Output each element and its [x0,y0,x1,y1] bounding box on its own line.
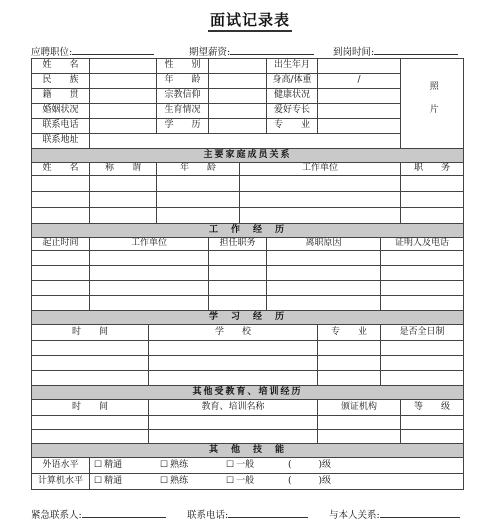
table-cell[interactable] [32,208,90,224]
work-col-position: 担任职务 [209,238,267,251]
table-cell[interactable] [32,430,149,444]
family-col-age: 年 龄 [157,163,240,176]
table-cell[interactable] [318,341,381,356]
value-marriage[interactable] [90,104,157,119]
table-cell[interactable] [401,430,464,444]
table-cell[interactable] [240,176,401,192]
value-gender[interactable] [209,59,267,74]
label-education: 学 历 [157,119,209,134]
table-cell[interactable] [90,266,209,281]
table-row [32,208,464,224]
table-cell[interactable] [401,192,464,208]
table-cell[interactable] [32,341,149,356]
table-cell[interactable] [381,296,464,311]
section-study: 学 习 经 历 [32,311,464,325]
value-phone[interactable] [90,119,157,134]
training-col-time: 时 间 [32,400,149,416]
table-cell[interactable] [32,356,149,371]
option-label: 一般 [236,459,255,470]
table-cell[interactable] [381,371,464,386]
relation-label: 与本人关系: [329,510,380,521]
skill-label-language: 外语水平 [32,458,90,474]
table-cell[interactable] [381,251,464,266]
table-cell[interactable] [149,341,318,356]
value-fertility[interactable] [209,104,267,119]
table-cell[interactable] [401,416,464,430]
checkbox-language-fluent[interactable] [90,461,160,470]
study-col-time: 时 间 [32,325,149,341]
emergency-label: 紧急联系人: [31,510,82,521]
table-cell[interactable] [90,281,209,296]
table-cell[interactable] [401,208,464,224]
table-cell[interactable] [90,192,157,208]
table-cell[interactable] [149,356,318,371]
option-label: 熟练 [170,459,189,470]
value-address[interactable] [90,134,401,149]
work-col-reference: 证明人及电话 [381,238,464,251]
emergency-phone-input-line[interactable] [228,508,308,518]
family-col-title: 职 务 [401,163,464,176]
table-cell[interactable] [209,281,267,296]
value-education[interactable] [209,119,267,134]
table-cell[interactable] [267,266,381,281]
position-label: 应聘职位: [31,47,73,58]
study-col-school: 学 校 [149,325,318,341]
training-col-issuer: 颁证机构 [318,400,401,416]
table-row [32,430,464,444]
relation-field[interactable] [329,507,460,521]
label-ethnicity: 民 族 [32,74,90,89]
checkbox-icon: ☐ [94,475,103,486]
value-ethnicity[interactable] [90,74,157,89]
table-row [32,176,464,192]
value-height-weight[interactable]: / [318,74,401,89]
section-skills: 其 他 技 能 [32,444,464,458]
table-row [32,341,464,356]
checkbox-language-average[interactable] [226,461,288,470]
table-cell[interactable] [32,371,149,386]
label-health: 健康状况 [267,89,318,104]
value-birth[interactable] [318,59,401,74]
table-cell[interactable] [32,416,149,430]
table-cell[interactable] [32,192,90,208]
study-col-fulltime: 是否全日制 [381,325,464,341]
table-cell[interactable] [32,266,90,281]
option-label: 精通 [104,475,123,486]
table-cell[interactable] [32,281,90,296]
training-col-name: 教育、培训名称 [149,400,318,416]
skill-row-computer [32,474,464,490]
label-birth: 出生年月 [267,59,318,74]
value-origin[interactable] [90,89,157,104]
work-col-employer: 工作单位 [90,238,209,251]
table-cell[interactable] [149,371,318,386]
form-title [0,9,500,30]
table-row [32,371,464,386]
label-origin: 籍 贯 [32,89,90,104]
table-cell[interactable] [240,208,401,224]
section-family: 主要家庭成员关系 [32,149,464,163]
table-cell[interactable] [381,281,464,296]
position-field[interactable] [31,44,154,58]
interview-form-table [31,58,464,490]
work-col-period: 起止时间 [32,238,90,251]
table-cell[interactable] [209,266,267,281]
salary-input-line[interactable] [230,45,314,55]
table-cell[interactable] [318,356,381,371]
arrival-label: 到岗时间: [333,47,375,58]
label-hobby: 爱好专长 [267,104,318,119]
arrival-input-line[interactable] [374,45,458,55]
checkbox-icon: ☐ [226,459,235,470]
skill-options-language [90,458,464,474]
table-cell[interactable] [318,430,401,444]
table-cell[interactable] [149,416,318,430]
emergency-phone-label: 联系电话: [187,510,229,521]
option-label: 精通 [104,459,123,470]
table-cell[interactable] [318,416,401,430]
salary-label: 期望薪资: [189,47,231,58]
section-training: 其他受教育、培训经历 [32,386,464,400]
checkbox-icon: ☐ [160,475,169,486]
table-cell[interactable] [209,251,267,266]
value-major[interactable] [318,119,401,134]
form-title-text: 面试记录表 [208,11,292,32]
label-religion: 宗教信仰 [157,89,209,104]
value-hobby[interactable] [318,104,401,119]
checkbox-icon: ☐ [94,459,103,470]
table-cell[interactable] [209,296,267,311]
checkbox-icon: ☐ [160,459,169,470]
value-health[interactable] [318,89,401,104]
skill-label-computer: 计算机水平 [32,474,90,490]
table-row [32,416,464,430]
table-cell[interactable] [157,176,240,192]
option-label: 熟练 [170,475,189,486]
label-major: 专 业 [267,119,318,134]
language-level[interactable]: ( )级 [288,459,332,470]
table-cell[interactable] [90,251,209,266]
table-row [32,266,464,281]
table-cell[interactable] [149,430,318,444]
study-col-major: 专 业 [318,325,381,341]
label-address: 联系地址 [32,134,90,149]
table-cell[interactable] [157,208,240,224]
family-col-relation: 称 谓 [90,163,157,176]
checkbox-icon: ☐ [226,475,235,486]
table-cell[interactable] [401,176,464,192]
table-cell[interactable] [32,296,90,311]
label-name: 姓 名 [32,59,90,74]
table-cell[interactable] [240,192,401,208]
skill-row-language [32,458,464,474]
table-cell[interactable] [381,341,464,356]
table-cell[interactable] [90,208,157,224]
relation-input-line[interactable] [380,508,460,518]
label-gender: 性 别 [157,59,209,74]
emergency-phone-field[interactable] [187,507,308,521]
skill-options-computer [90,474,464,490]
table-cell[interactable] [90,176,157,192]
checkbox-computer-fluent[interactable] [90,477,160,486]
table-cell[interactable] [32,176,90,192]
checkbox-language-proficient[interactable] [160,461,226,470]
value-name[interactable] [90,59,157,74]
family-col-name: 姓 名 [32,163,90,176]
table-cell[interactable] [267,281,381,296]
value-age[interactable] [209,74,267,89]
work-col-reason: 离职原因 [267,238,381,251]
training-col-grade: 等 级 [401,400,464,416]
checkbox-computer-proficient[interactable] [160,477,226,486]
label-age: 年 龄 [157,74,209,89]
table-row [32,356,464,371]
emergency-contact-field[interactable] [31,507,166,521]
computer-level[interactable]: ( )级 [288,475,332,486]
table-cell[interactable] [267,296,381,311]
table-row [32,192,464,208]
checkbox-computer-average[interactable] [226,477,288,486]
section-work: 工 作 经 历 [32,224,464,238]
label-fertility: 生育情况 [157,104,209,119]
label-marriage: 婚姻状况 [32,104,90,119]
position-input-line[interactable] [72,45,154,55]
value-religion[interactable] [209,89,267,104]
table-cell[interactable] [157,192,240,208]
option-label: 一般 [236,475,255,486]
label-height-weight: 身高/体重 [267,74,318,89]
table-row [32,281,464,296]
table-row [32,251,464,266]
family-col-employer: 工作单位 [240,163,401,176]
table-cell[interactable] [381,266,464,281]
table-cell[interactable] [381,356,464,371]
emergency-input-line[interactable] [82,508,166,518]
table-row [32,296,464,311]
salary-field[interactable] [189,44,314,58]
label-phone: 联系电话 [32,119,90,134]
table-cell[interactable] [267,251,381,266]
photo-box[interactable]: 照片 [401,59,464,149]
arrival-field[interactable] [333,44,458,58]
table-cell[interactable] [90,296,209,311]
table-cell[interactable] [318,371,381,386]
table-cell[interactable] [32,251,90,266]
